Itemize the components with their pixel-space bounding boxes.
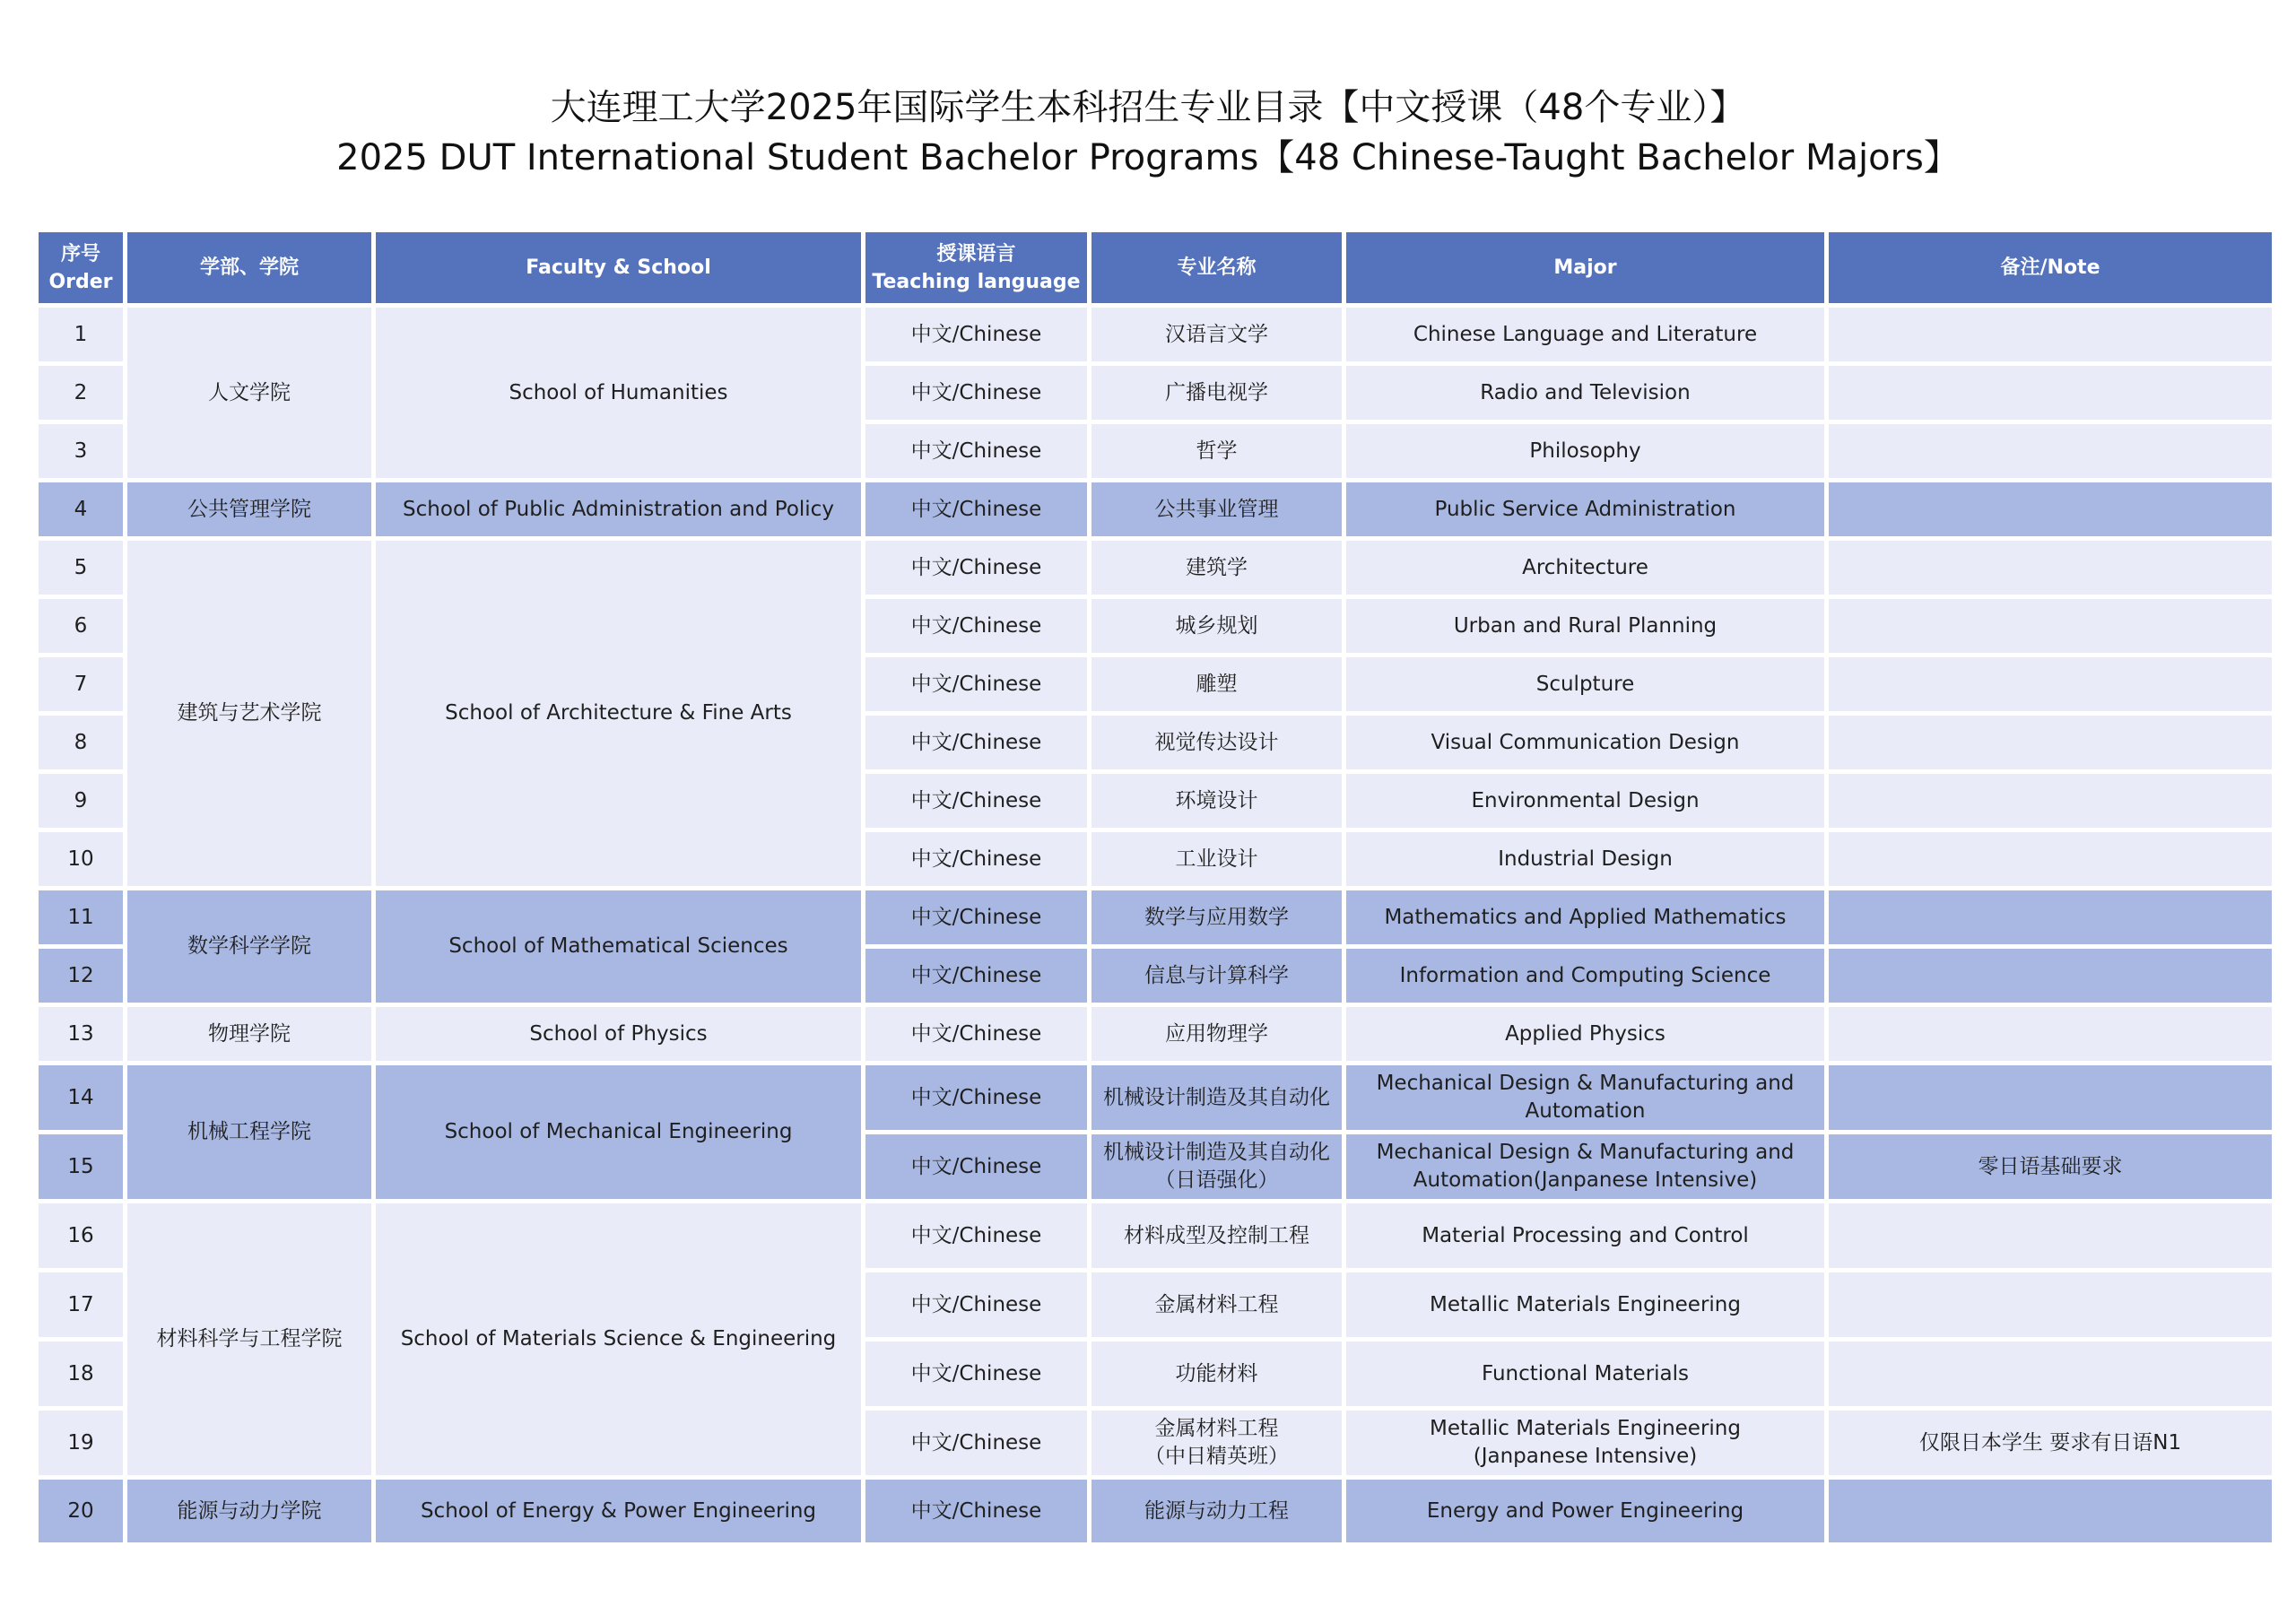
language-cell: 中文/Chinese bbox=[865, 424, 1087, 478]
table-row bbox=[39, 1134, 2272, 1199]
order-cell: 6 bbox=[39, 599, 123, 653]
order-cell: 13 bbox=[39, 1007, 123, 1061]
language-cell: 中文/Chinese bbox=[865, 890, 1087, 944]
table-row bbox=[39, 308, 2272, 361]
language-cell: 中文/Chinese bbox=[865, 1065, 1087, 1130]
major-en-cell: Public Service Administration bbox=[1346, 482, 1824, 536]
major-cn-cell: 视觉传达设计 bbox=[1091, 716, 1342, 769]
major-cn-cell: 材料成型及控制工程 bbox=[1091, 1203, 1342, 1268]
major-en-cell: Metallic Materials Engineering bbox=[1346, 1272, 1824, 1337]
header-major-cn: 专业名称 bbox=[1091, 232, 1342, 303]
table-row bbox=[39, 541, 2272, 595]
header-teaching-language: 授课语言 Teaching language bbox=[865, 232, 1087, 303]
major-cn-cell: 金属材料工程 （中日精英班） bbox=[1091, 1411, 1342, 1475]
major-cn-cell: 数学与应用数学 bbox=[1091, 890, 1342, 944]
order-cell: 15 bbox=[39, 1134, 123, 1199]
note-cell bbox=[1829, 1203, 2272, 1268]
language-cell: 中文/Chinese bbox=[865, 1272, 1087, 1337]
order-cell: 19 bbox=[39, 1411, 123, 1475]
major-cn-cell: 广播电视学 bbox=[1091, 366, 1342, 420]
school-cell: School of Materials Science & Engineering bbox=[376, 1203, 861, 1475]
note-cell bbox=[1829, 1007, 2272, 1061]
note-cell bbox=[1829, 716, 2272, 769]
major-cn-cell: 公共事业管理 bbox=[1091, 482, 1342, 536]
major-en-cell: Sculpture bbox=[1346, 657, 1824, 711]
language-cell: 中文/Chinese bbox=[865, 657, 1087, 711]
order-cell: 2 bbox=[39, 366, 123, 420]
department-cell: 能源与动力学院 bbox=[127, 1480, 371, 1542]
major-en-cell: Architecture bbox=[1346, 541, 1824, 595]
department-cell: 数学科学学院 bbox=[127, 890, 371, 1003]
major-en-cell: Functional Materials bbox=[1346, 1342, 1824, 1406]
school-cell: School of Physics bbox=[376, 1007, 861, 1061]
note-cell bbox=[1829, 1272, 2272, 1337]
order-cell: 9 bbox=[39, 774, 123, 828]
table-row bbox=[39, 890, 2272, 944]
order-cell: 14 bbox=[39, 1065, 123, 1130]
department-cell: 物理学院 bbox=[127, 1007, 371, 1061]
school-cell: School of Energy & Power Engineering bbox=[376, 1480, 861, 1542]
major-cn-cell: 金属材料工程 bbox=[1091, 1272, 1342, 1337]
order-cell: 3 bbox=[39, 424, 123, 478]
header-note: 备注/Note bbox=[1829, 232, 2272, 303]
department-cell: 公共管理学院 bbox=[127, 482, 371, 536]
school-cell: School of Architecture & Fine Arts bbox=[376, 541, 861, 886]
language-cell: 中文/Chinese bbox=[865, 1203, 1087, 1268]
language-cell: 中文/Chinese bbox=[865, 832, 1087, 886]
major-cn-cell: 应用物理学 bbox=[1091, 1007, 1342, 1061]
order-cell: 17 bbox=[39, 1272, 123, 1337]
note-cell bbox=[1829, 949, 2272, 1003]
major-cn-cell: 汉语言文学 bbox=[1091, 308, 1342, 361]
major-en-cell: Industrial Design bbox=[1346, 832, 1824, 886]
major-cn-cell: 工业设计 bbox=[1091, 832, 1342, 886]
major-cn-cell: 功能材料 bbox=[1091, 1342, 1342, 1406]
major-cn-cell: 能源与动力工程 bbox=[1091, 1480, 1342, 1542]
order-cell: 8 bbox=[39, 716, 123, 769]
order-cell: 1 bbox=[39, 308, 123, 361]
language-cell: 中文/Chinese bbox=[865, 1007, 1087, 1061]
table-row bbox=[39, 482, 2272, 536]
major-cn-cell: 环境设计 bbox=[1091, 774, 1342, 828]
major-cn-cell: 机械设计制造及其自动化 （日语强化） bbox=[1091, 1134, 1342, 1199]
table-row bbox=[39, 657, 2272, 711]
table-row bbox=[39, 1272, 2272, 1337]
majors-table bbox=[34, 228, 2276, 1547]
table-row bbox=[39, 716, 2272, 769]
language-cell: 中文/Chinese bbox=[865, 1411, 1087, 1475]
language-cell: 中文/Chinese bbox=[865, 366, 1087, 420]
title-english: 2025 DUT International Student Bachelor Programs【48 Chinese-Taught Bachelor Majors】 bbox=[336, 137, 1960, 178]
note-cell: 仅限日本学生 要求有日语N1 bbox=[1829, 1411, 2272, 1475]
language-cell: 中文/Chinese bbox=[865, 949, 1087, 1003]
school-cell: School of Humanities bbox=[376, 308, 861, 478]
school-cell: School of Mechanical Engineering bbox=[376, 1065, 861, 1199]
table-row bbox=[39, 1411, 2272, 1475]
note-cell bbox=[1829, 657, 2272, 711]
table-row bbox=[39, 366, 2272, 420]
note-cell bbox=[1829, 1342, 2272, 1406]
header-major-en: Major bbox=[1346, 232, 1824, 303]
note-cell bbox=[1829, 774, 2272, 828]
table-row bbox=[39, 774, 2272, 828]
note-cell bbox=[1829, 599, 2272, 653]
table-header-row bbox=[39, 232, 2272, 303]
table-row bbox=[39, 1203, 2272, 1268]
table-row bbox=[39, 832, 2272, 886]
language-cell: 中文/Chinese bbox=[865, 716, 1087, 769]
department-cell: 机械工程学院 bbox=[127, 1065, 371, 1199]
table-row bbox=[39, 1480, 2272, 1542]
school-cell: School of Public Administration and Policy bbox=[376, 482, 861, 536]
note-cell bbox=[1829, 541, 2272, 595]
major-en-cell: Information and Computing Science bbox=[1346, 949, 1824, 1003]
header-order: 序号 Order bbox=[39, 232, 123, 303]
major-cn-cell: 哲学 bbox=[1091, 424, 1342, 478]
language-cell: 中文/Chinese bbox=[865, 1342, 1087, 1406]
department-cell: 建筑与艺术学院 bbox=[127, 541, 371, 886]
table-row bbox=[39, 1007, 2272, 1061]
order-cell: 10 bbox=[39, 832, 123, 886]
major-cn-cell: 建筑学 bbox=[1091, 541, 1342, 595]
language-cell: 中文/Chinese bbox=[865, 774, 1087, 828]
note-cell bbox=[1829, 366, 2272, 420]
header-faculty-school: Faculty & School bbox=[376, 232, 861, 303]
title-chinese: 大连理工大学2025年国际学生本科招生专业目录【中文授课（48个专业）】 bbox=[550, 87, 1746, 128]
order-cell: 16 bbox=[39, 1203, 123, 1268]
table-row bbox=[39, 1065, 2272, 1130]
note-cell bbox=[1829, 890, 2272, 944]
table-row bbox=[39, 599, 2272, 653]
document-title bbox=[0, 83, 2296, 183]
note-cell bbox=[1829, 1480, 2272, 1542]
major-cn-cell: 雕塑 bbox=[1091, 657, 1342, 711]
major-en-cell: Urban and Rural Planning bbox=[1346, 599, 1824, 653]
major-en-cell: Environmental Design bbox=[1346, 774, 1824, 828]
note-cell bbox=[1829, 832, 2272, 886]
language-cell: 中文/Chinese bbox=[865, 1480, 1087, 1542]
major-en-cell: Mathematics and Applied Mathematics bbox=[1346, 890, 1824, 944]
language-cell: 中文/Chinese bbox=[865, 308, 1087, 361]
major-en-cell: Chinese Language and Literature bbox=[1346, 308, 1824, 361]
department-cell: 人文学院 bbox=[127, 308, 371, 478]
language-cell: 中文/Chinese bbox=[865, 1134, 1087, 1199]
note-cell bbox=[1829, 1065, 2272, 1130]
major-cn-cell: 城乡规划 bbox=[1091, 599, 1342, 653]
major-en-cell: Mechanical Design & Manufacturing and Automation(Janpanese Intensive) bbox=[1346, 1134, 1824, 1199]
header-department-cn: 学部、学院 bbox=[127, 232, 371, 303]
major-en-cell: Philosophy bbox=[1346, 424, 1824, 478]
note-cell bbox=[1829, 424, 2272, 478]
order-cell: 4 bbox=[39, 482, 123, 536]
major-en-cell: Energy and Power Engineering bbox=[1346, 1480, 1824, 1542]
note-cell bbox=[1829, 482, 2272, 536]
school-cell: School of Mathematical Sciences bbox=[376, 890, 861, 1003]
order-cell: 20 bbox=[39, 1480, 123, 1542]
major-en-cell: Applied Physics bbox=[1346, 1007, 1824, 1061]
language-cell: 中文/Chinese bbox=[865, 541, 1087, 595]
major-en-cell: Mechanical Design & Manufacturing and Automation bbox=[1346, 1065, 1824, 1130]
language-cell: 中文/Chinese bbox=[865, 599, 1087, 653]
major-cn-cell: 信息与计算科学 bbox=[1091, 949, 1342, 1003]
note-cell bbox=[1829, 308, 2272, 361]
table-row bbox=[39, 949, 2272, 1003]
order-cell: 7 bbox=[39, 657, 123, 711]
table-row bbox=[39, 1342, 2272, 1406]
major-en-cell: Visual Communication Design bbox=[1346, 716, 1824, 769]
order-cell: 5 bbox=[39, 541, 123, 595]
order-cell: 18 bbox=[39, 1342, 123, 1406]
major-en-cell: Radio and Television bbox=[1346, 366, 1824, 420]
table-row bbox=[39, 424, 2272, 478]
major-cn-cell: 机械设计制造及其自动化 bbox=[1091, 1065, 1342, 1130]
order-cell: 11 bbox=[39, 890, 123, 944]
language-cell: 中文/Chinese bbox=[865, 482, 1087, 536]
major-en-cell: Material Processing and Control bbox=[1346, 1203, 1824, 1268]
major-en-cell: Metallic Materials Engineering (Janpanese Intensive) bbox=[1346, 1411, 1824, 1475]
order-cell: 12 bbox=[39, 949, 123, 1003]
note-cell: 零日语基础要求 bbox=[1829, 1134, 2272, 1199]
department-cell: 材料科学与工程学院 bbox=[127, 1203, 371, 1475]
